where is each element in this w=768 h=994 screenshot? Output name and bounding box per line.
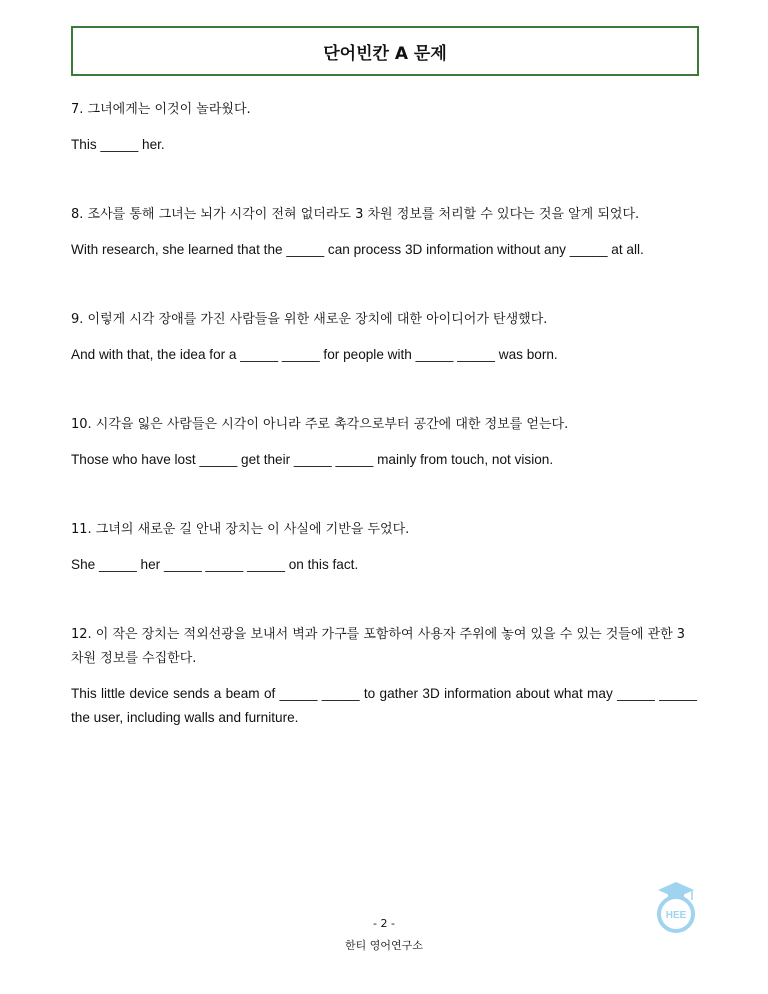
question-english: With research, she learned that the _____ can process 3D information without any _____ at all. <box>71 242 644 257</box>
question-korean: 11. 그녀의 새로운 길 안내 장치는 이 사실에 기반을 두었다. <box>71 522 410 537</box>
logo-text: HEE <box>665 910 687 921</box>
question-english: Those who have lost _____ get their _____ _____ mainly from touch, not vision. <box>71 452 554 467</box>
question-korean: 9. 이렇게 시각 장애를 가진 사람들을 위한 새로운 장치에 대한 아이디어가 탄생했다. <box>71 312 548 327</box>
question-korean: 8. 조사를 통해 그녀는 뇌가 시각이 전혀 없더라도 3 차원 정보를 처리할 수 있다는 것을 알게 되었다. <box>71 207 640 222</box>
question-11 <box>71 518 697 577</box>
institute-name: 한티 영어연구소 <box>345 939 423 952</box>
question-english: She _____ her _____ _____ _____ on this fact. <box>71 557 359 572</box>
question-10 <box>71 413 697 472</box>
hee-logo <box>650 878 702 934</box>
question-english: This _____ her. <box>71 137 165 152</box>
question-8 <box>71 203 697 262</box>
question-korean: 12. 이 작은 장치는 적외선광을 보내서 벽과 가구를 포함하여 사용자 주위에 놓여 있을 수 있는 것들에 관한 3 차원 정보를 수집한다. <box>71 627 686 666</box>
question-korean: 7. 그녀에게는 이것이 놀라웠다. <box>71 102 251 117</box>
page-title: 단어빈칸 A 문제 <box>323 43 447 64</box>
question-english: This little device sends a beam of _____ _____ to gather 3D information about what may _____ _____ the user, including walls and furniture. <box>71 686 697 725</box>
question-7 <box>71 98 697 157</box>
page-title-box <box>71 26 699 76</box>
question-list <box>71 98 697 776</box>
page-number: - 2 - <box>373 917 395 930</box>
question-9 <box>71 308 697 367</box>
question-english: And with that, the idea for a _____ _____ for people with _____ _____ was born. <box>71 347 558 362</box>
question-12 <box>71 623 697 730</box>
question-korean: 10. 시각을 잃은 사람들은 시각이 아니라 주로 촉각으로부터 공간에 대한 정보를 얻는다. <box>71 417 569 432</box>
